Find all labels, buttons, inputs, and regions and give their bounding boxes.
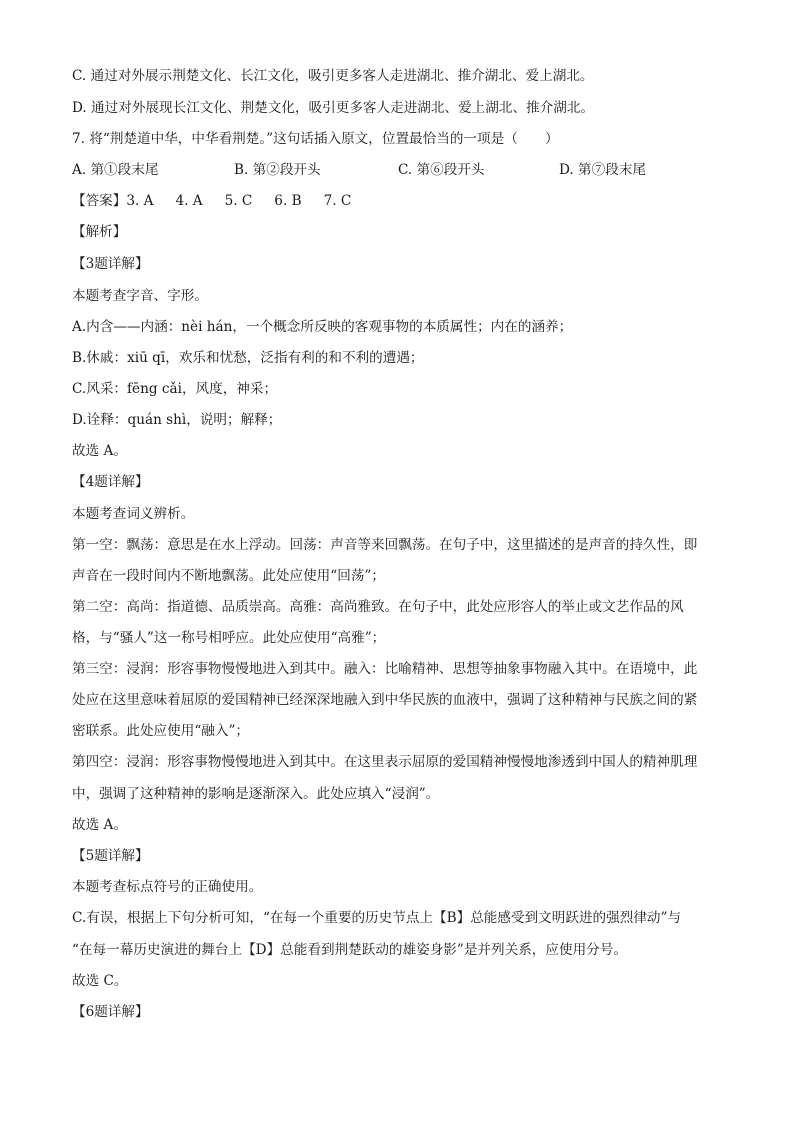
- option-c-line: C. 通过对外展示荆楚文化、长江文化，吸引更多客人走进湖北、推介湖北、爱上湖北。: [72, 68, 594, 84]
- section-3-item-c: C.风采：fēng cǎi，风度，神采；: [72, 381, 278, 397]
- section-4-blank-1-line-1: 第一空：飘荡：意思是在水上浮动。回荡：声音等来回飘荡。在句子中，这里描述的是声音的持久性，即: [72, 537, 698, 553]
- section-5-line-1: C.有误，根据上下句分析可知，“在每一个重要的历史节点上【B】总能感受到文明跃进的强烈律动”与: [72, 910, 682, 926]
- section-4-blank-3-line-1: 第三空：浸润：形容事物慢慢地进入到其中。融入：比喻精神、思想等抽象事物融入其中。在语境中，此: [72, 661, 698, 677]
- section-3-item-a: A.内含——内涵：nèi hán，一个概念所反映的客观事物的本质属性；内在的涵养；: [72, 319, 573, 335]
- section-4-heading: 【4题详解】: [72, 474, 149, 490]
- section-3-item-b: B.休戚：xiū qī，欢乐和忧愁，泛指有利的和不利的遭遇；: [72, 350, 424, 366]
- section-4-intro: 本题考查词义辨析。: [72, 506, 195, 522]
- section-4-blank-3-line-3: 密联系。此处应使用“融入”；: [72, 723, 250, 739]
- answer-value: 3. A: [126, 193, 154, 209]
- section-4-conclusion: 故选 A。: [72, 817, 127, 833]
- section-5-conclusion: 故选 C。: [72, 973, 128, 989]
- answer-value: 4. A: [175, 193, 203, 209]
- answer-line: [72, 191, 373, 211]
- q7-option-b: B. 第②段开头: [234, 162, 321, 178]
- section-4-blank-4-line-1: 第四空：浸润：形容事物慢慢地进入到其中。在这里表示屈原的爱国精神慢慢地渗透到中国人的精神肌理: [72, 754, 698, 770]
- section-3-heading: 【3题详解】: [72, 256, 149, 272]
- answer-value: 5. C: [224, 193, 253, 209]
- answer-value: 6. B: [274, 193, 302, 209]
- option-d-line: D. 通过对外展现长江文化、荆楚文化，吸引更多客人走进湖北、爱上湖北、推介湖北。: [72, 100, 595, 116]
- section-6-heading: 【6题详解】: [72, 1004, 149, 1020]
- section-4-blank-1-line-2: 声音在一段时间内不断地飘荡。此处应使用“回荡”；: [72, 568, 385, 584]
- answer-value: 7. C: [323, 193, 352, 209]
- q7-option-a: A. 第①段末尾: [72, 162, 159, 178]
- section-3-conclusion: 故选 A。: [72, 443, 127, 459]
- section-4-blank-2-line-2: 格，与“骚人”这一称号相呼应。此处应使用“高雅”；: [72, 630, 386, 646]
- q7-option-d: D. 第⑦段末尾: [559, 162, 647, 178]
- analysis-heading: 【解析】: [72, 224, 127, 240]
- section-3-item-d: D.诠释：quán shì，说明；解释；: [72, 412, 282, 428]
- section-4-blank-3-line-2: 处应在这里意味着屈原的爱国精神已经深深地融入到中华民族的血液中，强调了这种精神与民族之间的紧: [72, 692, 698, 708]
- question-7-line: 7. 将“荆楚道中华，中华看荆楚。”这句话插入原文，位置最恰当的一项是（ ）: [72, 131, 559, 147]
- answer-label: 【答案】: [72, 193, 127, 209]
- section-4-blank-2-line-1: 第二空：高尚：指道德、品质崇高。高雅：高尚雅致。在句子中，此处应形容人的举止或文艺作品的风: [72, 599, 684, 615]
- section-5-line-2: “在每一幕历史演进的舞台上【D】总能看到荆楚跃动的雄姿身影”是并列关系，应使用分号。: [72, 942, 627, 958]
- section-5-heading: 【5题详解】: [72, 848, 149, 864]
- q7-option-c: C. 第⑥段开头: [398, 162, 485, 178]
- section-5-intro: 本题考查标点符号的正确使用。: [72, 879, 263, 895]
- section-3-intro: 本题考查字音、字形。: [72, 288, 208, 304]
- section-4-blank-4-line-2: 中，强调了这种精神的影响是逐渐深入。此处应填入“浸润”。: [72, 786, 440, 802]
